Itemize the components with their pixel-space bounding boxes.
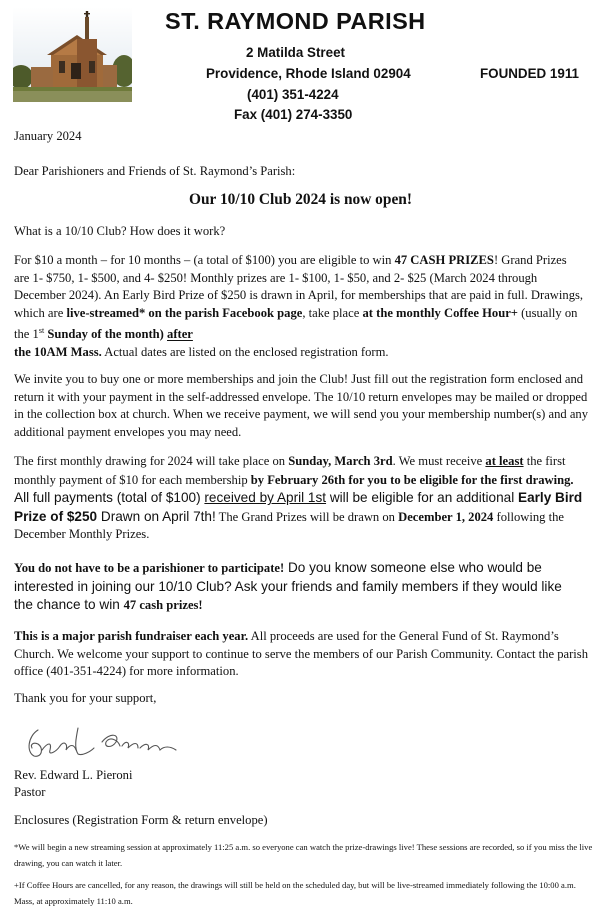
p1-after: after [167,327,193,342]
signature [20,722,180,764]
p4-prizes: 47 cash prizes! [123,598,203,613]
p3-full-payments: All full payments (total of $100) [14,490,205,506]
paragraph-invite: We invite you to buy one or more memberships and join the Club! Just fill out the registration form enclosed and return it with your payment in the self-addressed envelope. The 10/10 return envelopes may be mailed or dropped in the collection box at church. When we receive payment, we will send you your membership number(s) and any additional payment envelopes you may need. [14,372,589,439]
p1-cash-prizes: 47 CASH PRIZES [394,253,494,267]
p3-deadline: by February 26th for you to be eligible for the first drawing. [250,472,574,487]
p1-usually: (usually on the 1 [14,305,578,342]
paragraph-participate [14,559,584,615]
parish-name: ST. RAYMOND PARISH [165,8,426,34]
p3-at-least: at least [485,454,524,468]
p3-following: following the December Monthly Prizes. [14,509,565,542]
p3-grand: The Grand Prizes will be drawn on [215,509,399,524]
signer-name: Rev. Edward L. Pieroni [14,768,133,782]
p1-sunday: Sunday of the month) [44,327,168,342]
fax-number: Fax (401) 274-3350 [234,107,353,122]
p1-livestream: live-streamed* on the parish Facebook page [66,305,303,320]
p4-bold: You do not have to be a parishioner to participate! [14,561,285,575]
signer-title: Pastor [14,785,46,799]
p5-bold: This is a major parish fundraiser each year. [14,629,249,643]
footnote-coffee-hour: +If Coffee Hours are cancelled, for any reason, the drawings will still be held on the scheduled day, but will be live-streamed immediately following the 10:00 a.m. Mass, at approximately 11:10 a.m. [14,880,576,906]
closing: Thank you for your support, [14,691,157,705]
phone-number: (401) 351-4224 [247,87,339,102]
p3-payment: the first monthly payment of $10 for each membership [14,454,566,487]
paragraph-how-it-works [14,252,584,362]
p1-coffee-hour: at the monthly Coffee Hour+ [362,305,518,320]
city-address: Providence, Rhode Island 02904 [206,66,411,81]
p3-early-bird: Early Bird Prize of $250 [14,490,583,524]
footnote-streaming: *We will begin a new streaming session at approximately 11:25 a.m. so everyone can watch the prize-drawings live! These sessions are recorded, so if you miss the live drawing, you can watch it later. [14,842,593,868]
p5-text: All proceeds are used for the General Fund of St. Raymond’s Church. We welcome your support to continue to serve the members of our Parish Community. Contact the parish office (401-351-4224) for more information. [14,629,588,679]
p1-prizes-text: ! Grand Prizes are 1- $750, 1- $500, and 4- $250! Monthly prizes are 1- $100, 1- $50, and 2- $25 (March 2024 through December 2024). An Early Bird Prize of $250 is drawn in April, for memberships that are paid in full. Drawings, which are [14,253,584,320]
p3-text: The first monthly drawing for 2024 will take place on [14,454,289,468]
intro-question: What is a 10/10 Club? How does it work? [14,224,226,238]
p3-date: Sunday, March 3rd [288,454,393,468]
street-address: 2 Matilda Street [246,45,345,60]
p1-mass: the 10AM Mass. [14,345,102,360]
headline: Our 10/10 Club 2024 is now open! [189,191,412,208]
p3-april: received by April 1st [204,490,327,506]
salutation: Dear Parishioners and Friends of St. Raymond’s Parish: [14,164,296,178]
p3-december: December 1, 2024 [398,509,494,524]
p3-eligible: will be eligible for an additional [326,490,519,506]
letter-date: January 2024 [14,129,82,143]
paragraph-drawing [14,453,584,544]
p1-dates: Actual dates are listed on the enclosed registration form. [101,345,389,360]
p3-drawn: Drawn on April 7th! [97,508,216,524]
p1-superscript: st [38,326,45,336]
founded-label: FOUNDED 1911 [480,66,579,81]
paragraph-fundraiser [14,628,589,681]
p4-text: Do you know someone else who would be interested in joining our 10/10 Club? Ask your friends and family members if they would like the chance to win [14,560,562,613]
p3-receive: . We must receive [392,454,486,468]
enclosures: Enclosures (Registration Form & return envelope) [14,813,268,827]
church-photo [13,7,132,102]
p1-take-place: , take place [302,305,363,320]
p1-text: For $10 a month – for 10 months – (a total of $100) you are eligible to win [14,253,395,267]
